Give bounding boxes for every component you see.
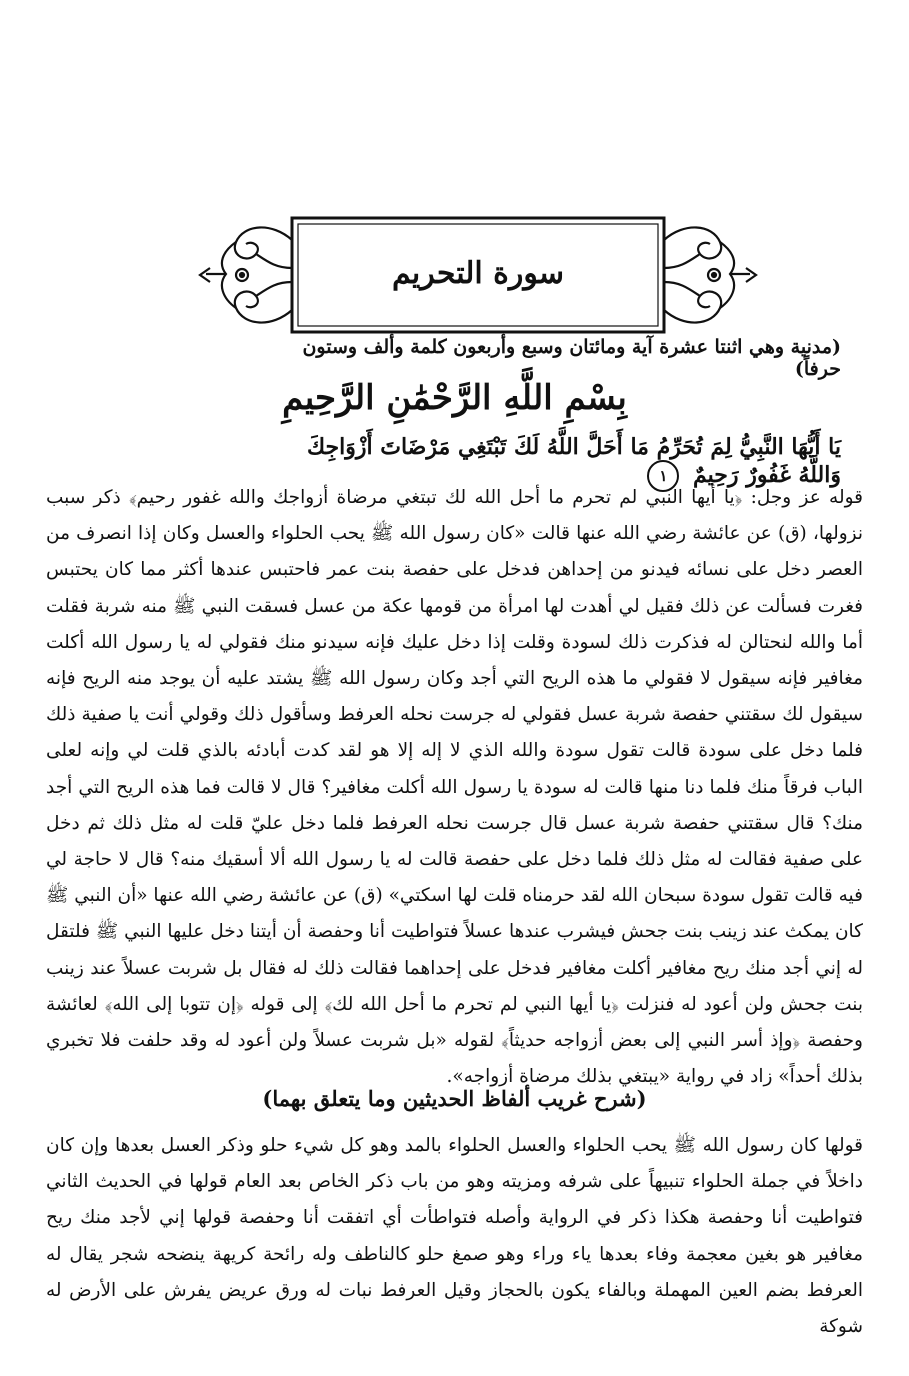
glossary-paragraph <box>46 1128 863 1345</box>
verse-text: يَا أَيُّهَا النَّبِيُّ لِمَ تُحَرِّمُ مَا أَحَلَّ اللَّهُ لَكَ تَبْتَغِي مَرْضَاتَ أَزْوَاجِكَ وَاللَّهُ غَفُورٌ رَحِيمٌ <box>307 434 841 488</box>
commentary-text: قوله عز وجل: ﴿يا أيها النبي لم تحرم ما أحل الله لك تبتغي مرضاة أزواجك والله غفور رحيم﴾ ذكر سبب نزولها، (ق) عن عائشة رضي الله عنها قالت «كان رسول الله ﷺ يحب الحلواء والعسل وكان إذا انصرف من العصر دخل على نسائه فيدنو من إحداهن فدخل على حفصة بنت عمر فاحتبس عندها أكثر مما كان يحتبس فغرت فسألت عن ذلك فقيل لي أهدت لها امرأة من قومها عكة من عسل فسقت النبي ﷺ منه شربة فقلت أما والله لنحتالن له فذكرت ذلك لسودة وقلت إذا دخل عليك فإنه سيدنو منك فقولي له يا رسول الله أكلت مغافير فإنه سيقول لا فقولي ما هذه الريح التي أجد وكان رسول الله ﷺ يشتد عليه أن يوجد منه الريح فإنه سيقول لك سقتني حفصة شربة عسل فقولي له جرست نحله العرفط وسأقول ذلك وقولي أنت يا صفية ذلك فلما دخل على سودة قالت تقول سودة والله الذي لا إله إلا هو لقد كدت أبادئه بالذي قلت لي وإنه لعلى الباب فرقاً منك فلما دنا منها قالت له سودة يا رسول الله أكلت مغافير؟ قال لا قالت فما هذه الريح التي أجد منك؟ قال سقتني حفصة شربة عسل قال جرست نحله العرفط فلما دخل عليّ قلت له مثل ذلك ثم دخل على صفية فقالت له مثل ذلك فلما دخل على حفصة قالت له يا رسول الله ألا أسقيك منه؟ قال لا حاجة لي فيه قالت تقول سودة سبحان الله لقد حرمناه قلت لها اسكتي» (ق) عن عائشة رضي الله عنها «أن النبي ﷺ كان يمكث عند زينب بنت جحش فيشرب عندها عسلاً فتواطيت أنا وحفصة أن أيتنا دخل عليها النبي ﷺ فلتقل له إني أجد منك ريح مغافير أكلت مغافير فدخل على إحداهما فقالت ذلك له فقال بل شربت عسلاً عند زينب بنت جحش ولن أعود له فنزلت ﴿يا أيها النبي لم تحرم ما أحل الله لك﴾ إلى قوله ﴿إن تتوبا إلى الله﴾ لعائشة وحفصة ﴿وإذ أسر النبي إلى بعض أزواجه حديثاً﴾ لقوله «بل شربت عسلاً ولن أعود له وقد حلفت فلا تخبري بذلك أحداً» زاد في رواية «يبتغي بذلك مرضاة أزواجه». <box>46 487 863 1088</box>
basmala-text: بِسْمِ اللَّهِ الرَّحْمَٰنِ الرَّحِيمِ <box>282 378 627 418</box>
surah-title: سورة التحريم <box>391 256 565 291</box>
surah-title-banner <box>192 212 764 338</box>
commentary-paragraph <box>46 480 863 1095</box>
glossary-text: قولها كان رسول الله ﷺ يحب الحلواء والعسل الحلواء بالمد وهو كل شيء حلو وذكر العسل بعدها وإن كان داخلاً في جملة الحلواء تنبيهاً على شرفه ومزيته وهو من باب ذكر الخاص بعد العام قولها في الحديث الثاني فتواطيت أنا وحفصة هكذا ذكر في الرواية وأصله فتواطأت أي اتفقت أنا وحفصة قولها إني لأجد منك ريح مغافير هو بغين معجمة وفاء بعدها ياء وراء وهو صمغ حلو كالناطف وله رائحة كريهة ينضحه شجر يقال له العرفط بضم العين المهملة وبالفاء يكون بالحجاز وقيل العرفط نبات له ورق عريض يفرش على الأرض له شوكة <box>46 1135 863 1338</box>
ayah-number-marker: ١ <box>647 460 679 492</box>
surah-meta-info: (مدنية وهي اثنتا عشرة آية ومائتان وسبع وأربعون كلمة وألف وستون حرفاً) <box>302 336 841 380</box>
section-heading: (شرح غريب ألفاظ الحديثين وما يتعلق بهما) <box>262 1086 647 1111</box>
basmala <box>0 378 909 418</box>
